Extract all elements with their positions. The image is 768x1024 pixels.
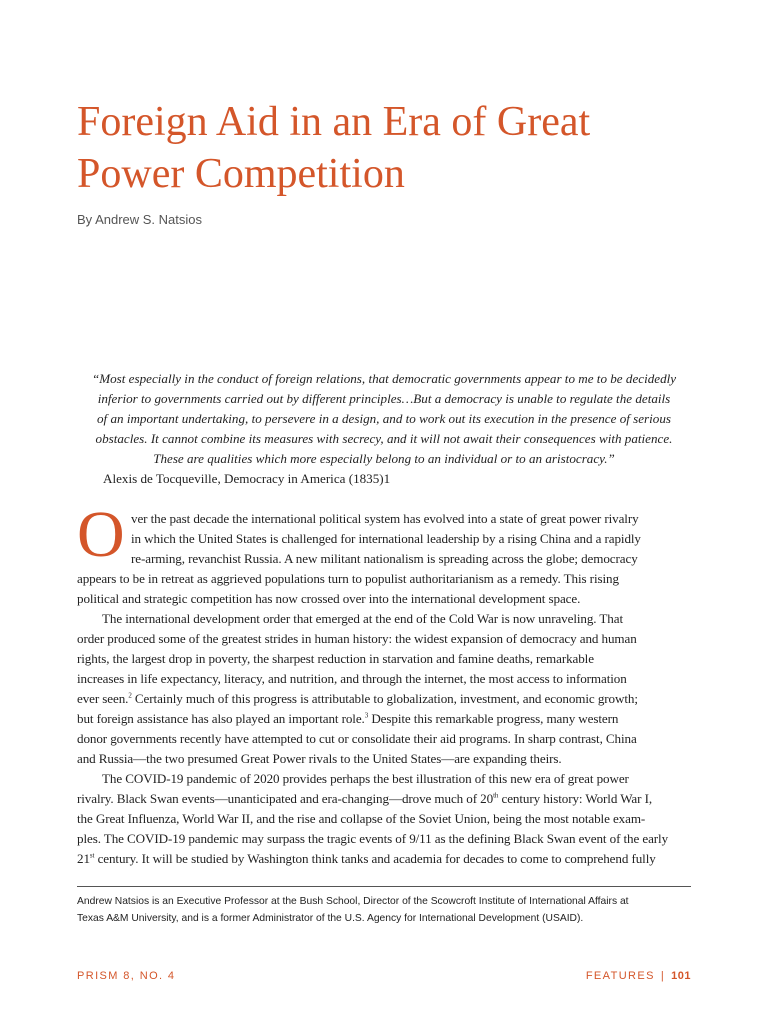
- body-line: increases in life expectancy, literacy, and nutrition, and through the internet, the most access to information: [77, 671, 627, 686]
- body-line: [77, 709, 618, 729]
- epigraph-line: These are qualities which more especially belong to an individual or to an aristocracy.”: [153, 451, 615, 466]
- article-title-line: Foreign Aid in an Era of Great: [77, 99, 591, 145]
- body-text-run: rivalry. Black Swan events—unanticipated and era-changing—drove much of 20: [77, 791, 494, 806]
- article-title: [77, 96, 717, 200]
- epigraph-line: inferior to governments carried out by different principles…But a democracy is unable to regulate the details: [97, 391, 671, 406]
- journal-issue: PRISM 8, NO. 4: [77, 970, 176, 982]
- ordinal-suffix: st: [89, 851, 95, 860]
- epigraph-quote: [78, 369, 690, 469]
- body-line: The international development order that emerged at the end of the Cold War is now unraveling. That: [102, 611, 624, 626]
- body-line: rights, the largest drop in poverty, the sharpest reduction in starvation and famine deaths, remarkable: [77, 651, 594, 666]
- footnote-line: Andrew Natsios is an Executive Professor at the Bush School, Director of the Scowcroft Institute of International Affairs at: [77, 896, 629, 907]
- body-text-run: Despite this remarkable progress, many western: [368, 711, 619, 726]
- body-line: ples. The COVID-19 pandemic may surpass the tragic events of 9/11 as the defining Black Swan event of the early: [77, 831, 669, 846]
- body-line: and Russia—the two presumed Great Power rivals to the United States—are expanding theirs.: [77, 751, 562, 766]
- ordinal-suffix: th: [493, 791, 499, 800]
- section-label: FEATURES: [585, 970, 655, 982]
- body-line: donor governments recently have attempted to cut or consolidate their aid programs. In sharp contrast, China: [77, 731, 637, 746]
- body-line: political and strategic competition has now crossed over into the international development space.: [77, 591, 581, 606]
- body-line: [77, 789, 652, 809]
- body-line: [77, 689, 638, 709]
- body-text-run: Certainly much of this progress is attributable to globalization, investment, and economic growth;: [131, 691, 638, 706]
- page-number: 101: [671, 970, 691, 982]
- article-title-line: Power Competition: [77, 151, 405, 197]
- body-text-run: century. It will be studied by Washington think tanks and academia for decades to come to comprehend fully: [94, 851, 656, 866]
- body-line: order produced some of the greatest strides in human history: the widest expansion of democracy and human: [77, 631, 637, 646]
- byline: By Andrew S. Natsios: [77, 212, 202, 227]
- body-line: the Great Influenza, World War II, and the rise and collapse of the Soviet Union, being the most notable exam-: [77, 811, 646, 826]
- body-text-run: 21: [77, 851, 90, 866]
- epigraph-line: “Most especially in the conduct of foreign relations, that democratic governments appear to me to be decidedly: [91, 371, 677, 386]
- body-line: [77, 849, 656, 869]
- body-line: re-arming, revanchist Russia. A new militant nationalism is spreading across the globe; democracy: [131, 551, 638, 566]
- body-text-run: but foreign assistance has also played an important role.: [77, 711, 365, 726]
- body-line: in which the United States is challenged for international leadership by a rising China and a rapidly: [131, 531, 641, 546]
- epigraph-line: obstacles. It cannot combine its measures with secrecy, and it will not await their consequences with patience.: [95, 431, 673, 446]
- body-line: appears to be in retreat as aggrieved populations turn to populist authoritarianism as a remedy. This rising: [77, 571, 619, 586]
- body-line: The COVID-19 pandemic of 2020 provides perhaps the best illustration of this new era of great power: [102, 771, 629, 786]
- body-line: ver the past decade the international political system has evolved into a state of great power rivalry: [131, 511, 639, 526]
- footer-separator: |: [660, 970, 666, 982]
- footnote-divider: [77, 886, 691, 887]
- author-footnote: [77, 893, 697, 927]
- epigraph-line: of an important undertaking, to persevere in a design, and to work out its execution in the presence of serious: [97, 411, 671, 426]
- drop-cap: O: [77, 498, 125, 571]
- footnote-ref[interactable]: 3: [364, 711, 369, 720]
- body-text-run: century history: World War I,: [498, 791, 653, 806]
- epigraph-attribution: Alexis de Tocqueville, Democracy in America (1835)1: [103, 471, 391, 486]
- page-footer: [586, 970, 691, 982]
- body-text-run: ever seen.: [77, 691, 129, 706]
- footnote-ref[interactable]: 2: [128, 691, 132, 700]
- footnote-line: Texas A&M University, and is a former Administrator of the U.S. Agency for International Development (USAID).: [77, 913, 584, 924]
